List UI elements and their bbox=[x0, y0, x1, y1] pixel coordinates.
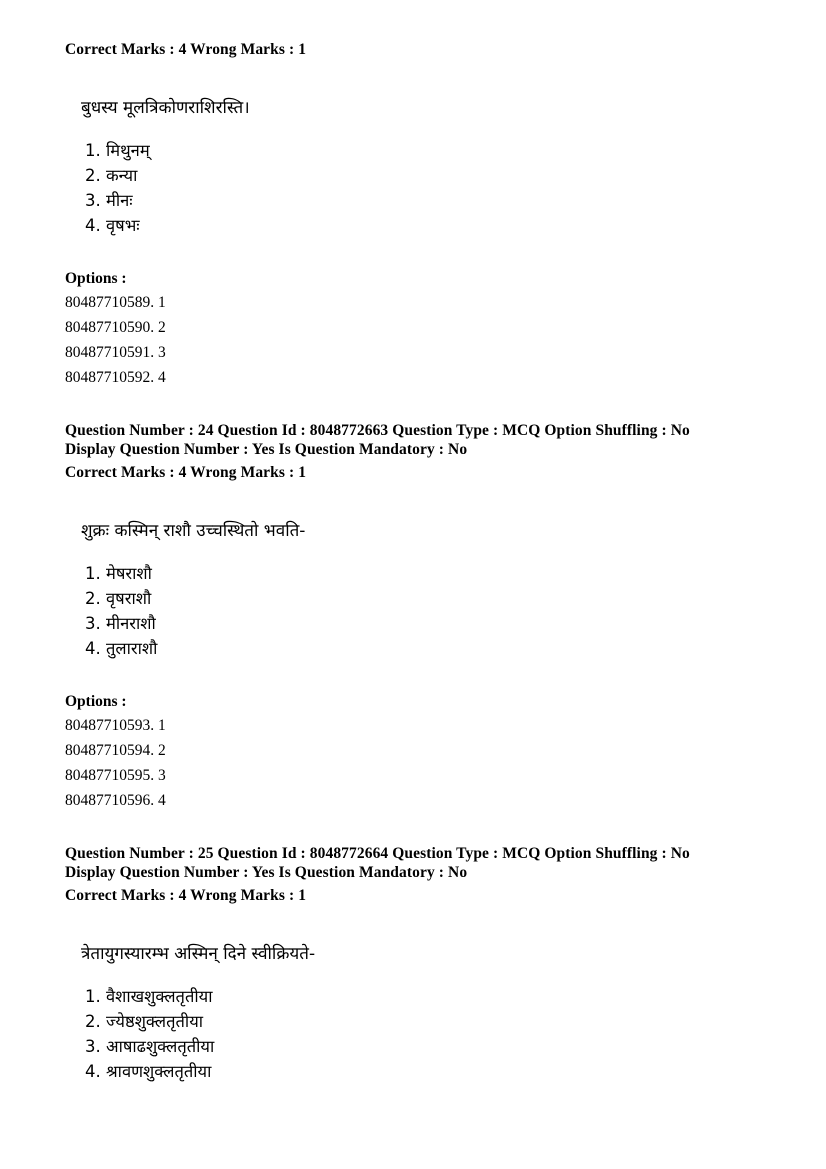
options-label: Options : bbox=[65, 270, 127, 287]
choice-list bbox=[85, 561, 157, 661]
option-id-item: 80487710591. 3 bbox=[65, 344, 166, 361]
choice-list bbox=[85, 984, 214, 1084]
option-id-item: 80487710595. 3 bbox=[65, 767, 166, 784]
choice-item: 4. वृषभः bbox=[85, 216, 140, 235]
choice-item: 2. कन्या bbox=[85, 166, 138, 185]
choice-item: 1. मेषराशौ bbox=[85, 564, 152, 583]
choice-item: 3. आषाढशुक्लतृतीया bbox=[85, 1037, 215, 1056]
choice-item: 4. श्रावणशुक्लतृतीया bbox=[85, 1062, 212, 1081]
marks-line: Correct Marks : 4 Wrong Marks : 1 bbox=[65, 41, 307, 58]
marks-line: Correct Marks : 4 Wrong Marks : 1 bbox=[65, 887, 307, 904]
question-text: बुधस्य मूलत्रिकोणराशिरस्ति। bbox=[81, 98, 250, 118]
question-text: शुक्रः कस्मिन् राशौ उच्चस्थितो भवति- bbox=[81, 521, 306, 541]
choice-item: 3. मीनः bbox=[85, 191, 133, 210]
option-id-item: 80487710590. 2 bbox=[65, 319, 166, 336]
choice-item: 2. वृषराशौ bbox=[85, 589, 152, 608]
question-header-line: Question Number : 24 Question Id : 8048772663 Question Type : MCQ Option Shuffling : No bbox=[65, 422, 690, 439]
choice-item: 1. मिथुनम् bbox=[85, 141, 150, 160]
question-header-line: Question Number : 25 Question Id : 8048772664 Question Type : MCQ Option Shuffling : No bbox=[65, 845, 690, 862]
option-id-list bbox=[65, 290, 166, 390]
option-id-list bbox=[65, 713, 166, 813]
choice-item: 2. ज्येष्ठशुक्लतृतीया bbox=[85, 1012, 204, 1031]
choice-item: 3. मीनराशौ bbox=[85, 614, 156, 633]
question-text: त्रेतायुगस्यारम्भ अस्मिन् दिने स्वीक्रियते- bbox=[81, 944, 316, 964]
choice-list bbox=[85, 138, 150, 238]
option-id-item: 80487710593. 1 bbox=[65, 717, 166, 734]
option-id-item: 80487710596. 4 bbox=[65, 792, 166, 809]
options-label: Options : bbox=[65, 693, 127, 710]
option-id-item: 80487710594. 2 bbox=[65, 742, 166, 759]
marks-line: Correct Marks : 4 Wrong Marks : 1 bbox=[65, 464, 307, 481]
option-id-item: 80487710592. 4 bbox=[65, 369, 166, 386]
choice-item: 4. तुलाराशौ bbox=[85, 639, 158, 658]
choice-item: 1. वैशाखशुक्लतृतीया bbox=[85, 987, 213, 1006]
option-id-item: 80487710589. 1 bbox=[65, 294, 166, 311]
question-header-line: Display Question Number : Yes Is Question Mandatory : No bbox=[65, 441, 468, 458]
question-header-line: Display Question Number : Yes Is Question Mandatory : No bbox=[65, 864, 468, 881]
